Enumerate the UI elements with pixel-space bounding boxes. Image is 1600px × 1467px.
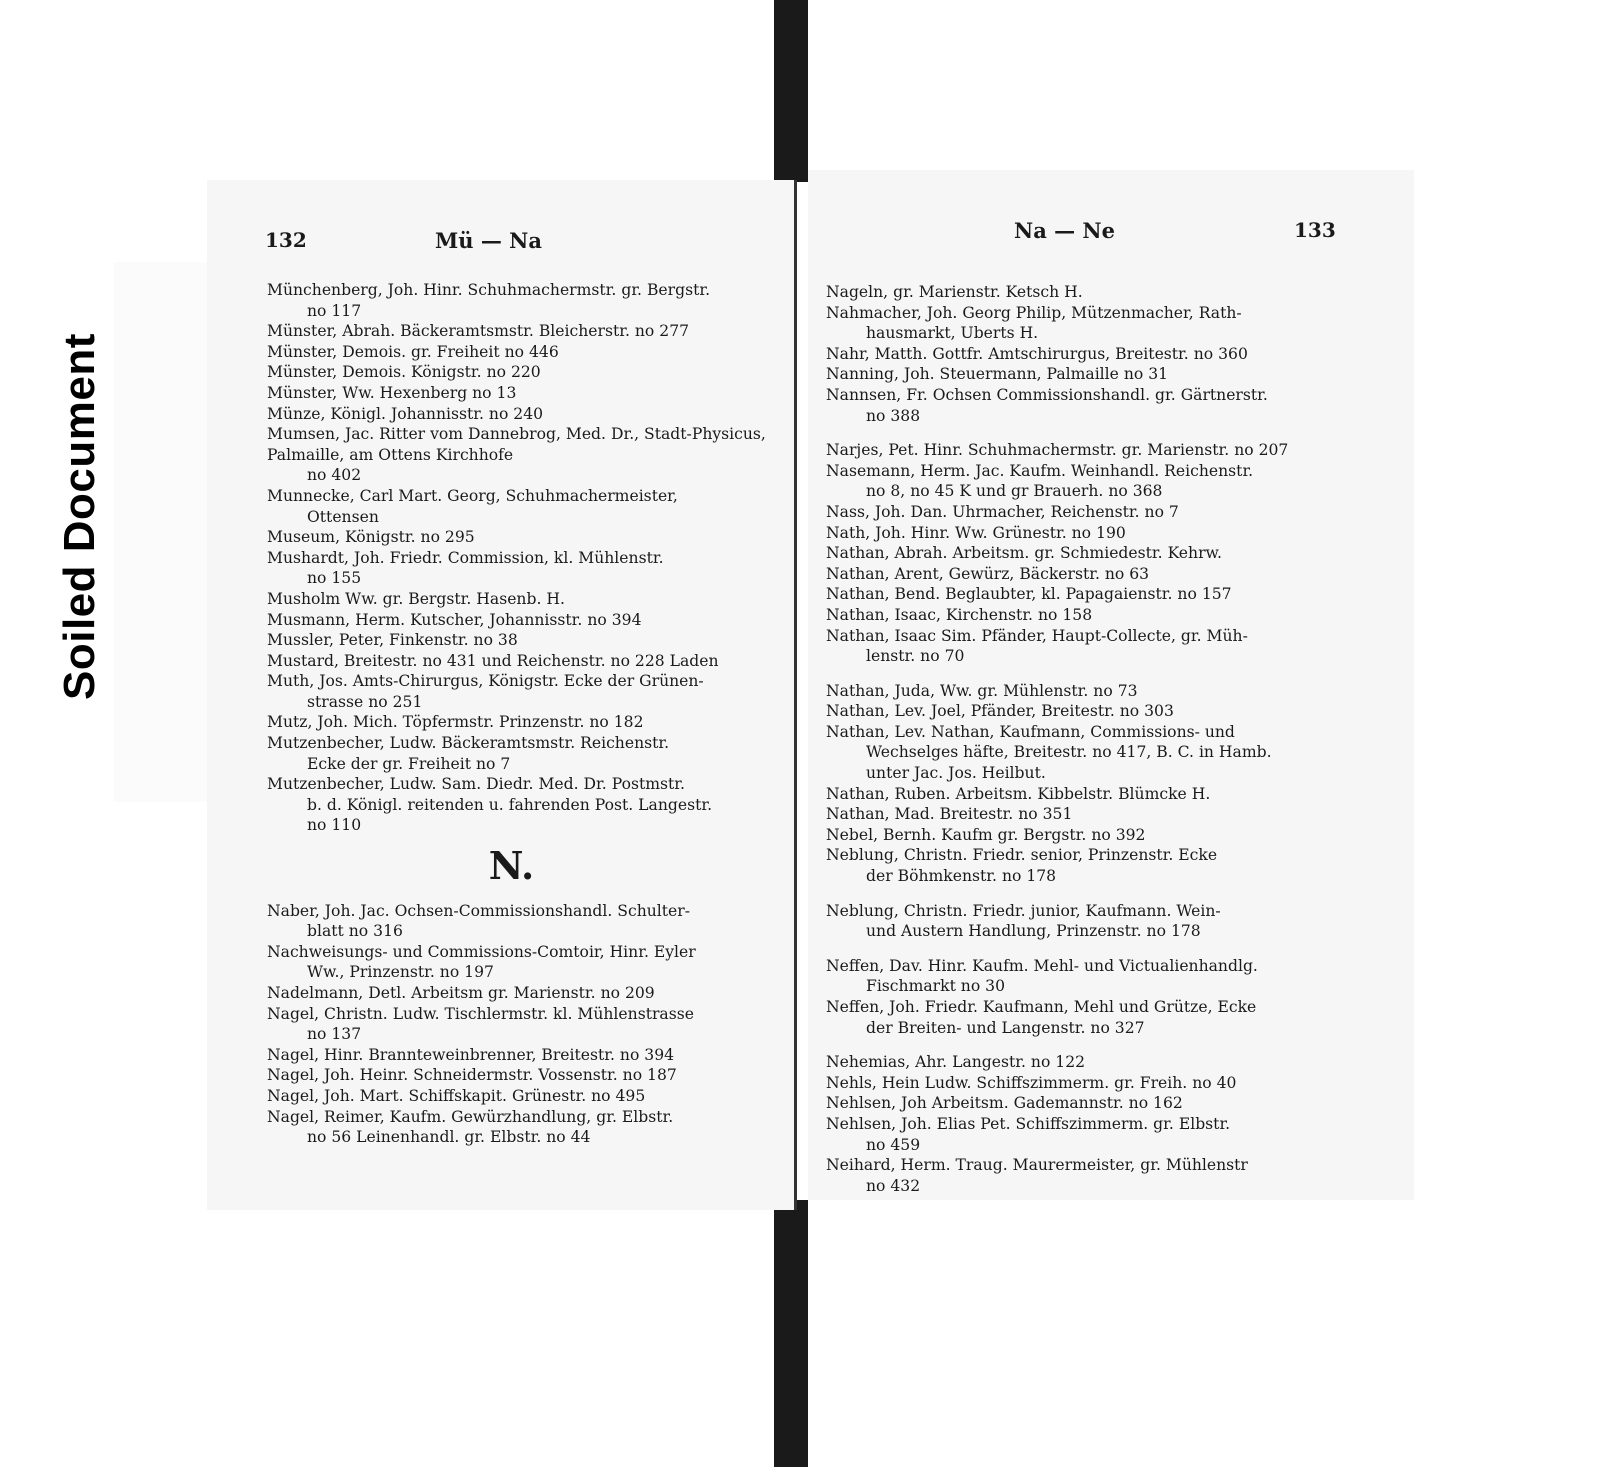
left-page <box>207 180 797 1210</box>
right-page-number: 133 <box>1294 218 1336 242</box>
entry-line: Mutzenbecher, Ludw. Sam. Diedr. Med. Dr. Postmstr. <box>267 775 685 794</box>
entry-line: Nath, Joh. Hinr. Ww. Grünestr. no 190 <box>826 523 1126 542</box>
directory-entry <box>267 1004 776 1045</box>
entry-line: Neblung, Christn. Friedr. junior, Kaufmann. Wein- <box>826 901 1221 920</box>
entry-line: Nathan, Isaac Sim. Pfänder, Haupt-Collecte, gr. Müh- <box>826 626 1248 645</box>
directory-entry <box>267 651 776 672</box>
directory-entry <box>826 385 1384 426</box>
directory-entry <box>826 605 1384 626</box>
directory-entry <box>267 1045 776 1066</box>
entry-line: Nathan, Isaac, Kirchenstr. no 158 <box>826 605 1093 624</box>
directory-entry <box>826 282 1384 303</box>
entry-continuation: Ww., Prinzenstr. no 197 <box>307 963 494 982</box>
entry-line: Nass, Joh. Dan. Uhrmacher, Reichenstr. no 7 <box>826 502 1179 521</box>
entry-line: Münze, Königl. Johannisstr. no 240 <box>267 404 544 423</box>
entries-after-section <box>267 901 776 1148</box>
right-entries <box>826 282 1384 1196</box>
directory-entry <box>826 364 1384 385</box>
entry-line: Nathan, Ruben. Arbeitsm. Kibbelstr. Blümcke H. <box>826 784 1211 803</box>
entry-line: Münster, Abrah. Bäckeramtsmstr. Bleicherstr. no 277 <box>267 322 690 341</box>
directory-entry <box>267 424 776 486</box>
directory-entry <box>826 1093 1384 1114</box>
entry-line: Mushardt, Joh. Friedr. Commission, kl. Mühlenstr. <box>267 548 664 567</box>
directory-entry <box>267 774 776 836</box>
directory-entry <box>826 825 1384 846</box>
entry-line: Nathan, Mad. Breitestr. no 351 <box>826 805 1073 824</box>
entry-continuation: no 459 <box>866 1135 921 1154</box>
directory-entry <box>826 1073 1384 1094</box>
entry-continuation: b. d. Königl. reitenden u. fahrenden Post. Langestr. <box>307 795 713 814</box>
entry-line: Neffen, Joh. Friedr. Kaufmann, Mehl und Grütze, Ecke <box>826 998 1257 1016</box>
directory-entry <box>826 901 1384 942</box>
directory-entry <box>267 671 776 712</box>
directory-entry <box>826 701 1384 722</box>
section-letter: N. <box>488 843 535 889</box>
directory-entry <box>826 523 1384 544</box>
entry-line: Nathan, Lev. Nathan, Kaufmann, Commissions- und <box>826 722 1235 741</box>
directory-entry <box>267 383 776 404</box>
directory-entry <box>267 280 776 321</box>
entry-line: Nannsen, Fr. Ochsen Commissionshandl. gr. Gärtnerstr. <box>826 385 1268 404</box>
entry-line: Mussler, Peter, Finkenstr. no 38 <box>267 631 518 650</box>
entry-continuation: hausmarkt, Uberts H. <box>866 324 1039 343</box>
entry-continuation: no 110 <box>307 816 362 835</box>
entry-continuation: no 8, no 45 K und gr Brauerh. no 368 <box>866 482 1163 501</box>
directory-entry <box>826 956 1384 997</box>
soiled-document-stamp: Soiled Document <box>55 333 104 700</box>
entry-line: Mutz, Joh. Mich. Töpfermstr. Prinzenstr. no 182 <box>267 713 644 732</box>
entry-line: Mustard, Breitestr. no 431 und Reichenstr. no 228 Laden <box>267 651 719 670</box>
entry-line: Nebel, Bernh. Kaufm gr. Bergstr. no 392 <box>826 825 1146 844</box>
entry-line: Nathan, Bend. Beglaubter, kl. Papagaienstr. no 157 <box>826 585 1232 604</box>
entry-line: Münchenberg, Joh. Hinr. Schuhmachermstr. gr. Bergstr. <box>267 281 711 299</box>
directory-entry <box>826 626 1384 667</box>
directory-entry <box>267 1065 776 1086</box>
left-page-number: 132 <box>265 228 307 252</box>
entry-continuation: unter Jac. Jos. Heilbut. <box>866 764 1046 783</box>
entries-before-section <box>267 280 776 836</box>
directory-entry <box>267 589 776 610</box>
entry-line: Nehemias, Ahr. Langestr. no 122 <box>826 1053 1086 1072</box>
directory-entry <box>826 344 1384 365</box>
entry-line: Nehlsen, Joh Arbeitsm. Gademannstr. no 162 <box>826 1094 1183 1113</box>
entry-continuation: Ottensen <box>307 507 379 526</box>
entry-line: Munnecke, Carl Mart. Georg, Schuhmachermeister, <box>267 486 678 505</box>
entry-line: Nanning, Joh. Steuermann, Palmaille no 31 <box>826 365 1169 384</box>
directory-entry <box>826 543 1384 564</box>
entry-line: Nasemann, Herm. Jac. Kaufm. Weinhandl. Reichenstr. <box>826 461 1254 480</box>
entry-continuation: no 117 <box>307 301 362 320</box>
directory-entry <box>826 461 1384 502</box>
entry-line: Neffen, Dav. Hinr. Kaufm. Mehl- und Victualienhandlg. <box>826 956 1258 975</box>
entry-line: Nadelmann, Detl. Arbeitsm gr. Marienstr. no 209 <box>267 984 655 1002</box>
directory-entry <box>826 784 1384 805</box>
directory-entry <box>267 362 776 383</box>
entry-line: Nahmacher, Joh. Georg Philip, Mützenmacher, Rath- <box>826 303 1242 322</box>
entry-line: Nagel, Christn. Ludw. Tischlermstr. kl. Mühlenstrasse <box>267 1004 694 1023</box>
directory-entry <box>267 321 776 342</box>
entry-continuation: no 137 <box>307 1025 362 1044</box>
entry-line: Nagel, Joh. Heinr. Schneidermstr. Vossenstr. no 187 <box>267 1066 677 1085</box>
entry-line: Nahr, Matth. Gottfr. Amtschirurgus, Breitestr. no 360 <box>826 344 1248 363</box>
entry-line: Münster, Demois. Königstr. no 220 <box>267 363 541 382</box>
directory-entry <box>826 303 1384 344</box>
entry-continuation: und Austern Handlung, Prinzenstr. no 178 <box>866 922 1201 941</box>
directory-entry <box>267 342 776 363</box>
entry-line: Musholm Ww. gr. Bergstr. Hasenb. H. <box>267 589 565 608</box>
directory-entry <box>267 404 776 425</box>
entry-line: Nehls, Hein Ludw. Schiffszimmerm. gr. Freih. no 40 <box>826 1073 1237 1092</box>
entry-line: Narjes, Pet. Hinr. Schuhmachermstr. gr. Marienstr. no 207 <box>826 441 1289 460</box>
right-page-range: Na — Ne <box>1014 218 1115 243</box>
entry-line: Mutzenbecher, Ludw. Bäckeramtsmstr. Reichenstr. <box>267 734 670 753</box>
directory-entry <box>826 502 1384 523</box>
entry-continuation: no 155 <box>307 569 362 588</box>
right-page-header <box>808 218 1414 248</box>
directory-entry <box>267 942 776 983</box>
directory-entry <box>826 722 1384 784</box>
right-entry-list <box>826 282 1384 1196</box>
entry-continuation: Wechselges häfte, Breitestr. no 417, B. C. in Hamb. <box>866 743 1272 762</box>
entry-line: Nageln, gr. Marienstr. Ketsch H. <box>826 283 1083 301</box>
entry-continuation: der Böhmkenstr. no 178 <box>866 867 1057 886</box>
entry-line: Münster, Demois. gr. Freiheit no 446 <box>267 342 559 361</box>
entry-line: Nathan, Arent, Gewürz, Bäckerstr. no 63 <box>826 564 1150 583</box>
directory-entry <box>826 845 1384 886</box>
directory-entry <box>267 527 776 548</box>
directory-entry <box>826 564 1384 585</box>
entry-continuation: Fischmarkt no 30 <box>866 977 1006 996</box>
entry-line: Nachweisungs- und Commissions-Comtoir, Hinr. Eyler <box>267 942 696 961</box>
entry-line: Muth, Jos. Amts-Chirurgus, Königstr. Ecke der Grünen- <box>267 672 704 691</box>
entry-line: Nagel, Joh. Mart. Schiffskapit. Grünestr. no 495 <box>267 1086 646 1105</box>
entry-line: Nathan, Juda, Ww. gr. Mühlenstr. no 73 <box>826 681 1138 700</box>
entry-line: Museum, Königstr. no 295 <box>267 528 475 547</box>
entry-line: Neihard, Herm. Traug. Maurermeister, gr. Mühlenstr <box>826 1156 1248 1175</box>
entry-continuation: no 402 <box>307 466 362 485</box>
directory-entry <box>826 1114 1384 1155</box>
entry-line: Nehlsen, Joh. Elias Pet. Schiffszimmerm. gr. Elbstr. <box>826 1114 1231 1133</box>
directory-entry <box>267 486 776 527</box>
entry-line: Nagel, Hinr. Brannteweinbrenner, Breitestr. no 394 <box>267 1045 675 1064</box>
entry-continuation: no 388 <box>866 406 921 425</box>
directory-entry <box>267 733 776 774</box>
directory-entry <box>267 901 776 942</box>
left-entries <box>267 280 776 1148</box>
stamp-strip <box>114 262 210 802</box>
directory-entry <box>267 630 776 651</box>
entry-continuation: Ecke der gr. Freiheit no 7 <box>307 754 511 773</box>
directory-entry <box>267 1086 776 1107</box>
directory-entry <box>826 804 1384 825</box>
entry-line: Nathan, Lev. Joel, Pfänder, Breitestr. no 303 <box>826 702 1174 721</box>
entry-continuation: der Breiten- und Langenstr. no 327 <box>866 1018 1145 1037</box>
entry-continuation: no 56 Leinenhandl. gr. Elbstr. no 44 <box>307 1128 591 1147</box>
left-page-header <box>207 228 794 258</box>
binding-clip-top <box>774 0 808 182</box>
directory-entry <box>826 440 1384 461</box>
entry-line: Naber, Joh. Jac. Ochsen-Commissionshandl. Schulter- <box>267 901 690 920</box>
right-page <box>808 170 1414 1200</box>
entry-line: Münster, Ww. Hexenberg no 13 <box>267 383 517 402</box>
directory-entry <box>826 997 1384 1038</box>
directory-entry <box>826 584 1384 605</box>
entry-line: Mumsen, Jac. Ritter vom Dannebrog, Med. Dr., Stadt-Physicus, Palmaille, am Ottens Kirchhofe <box>267 425 766 464</box>
directory-entry <box>267 983 776 1004</box>
left-page-range: Mü — Na <box>435 228 542 253</box>
entry-line: Musmann, Herm. Kutscher, Johannisstr. no 394 <box>267 610 642 629</box>
binding-clip-bottom <box>774 1200 808 1467</box>
entry-continuation: blatt no 316 <box>307 922 403 941</box>
entry-continuation: lenstr. no 70 <box>866 647 965 666</box>
entry-line: Nathan, Abrah. Arbeitsm. gr. Schmiedestr. Kehrw. <box>826 544 1222 563</box>
entry-continuation: strasse no 251 <box>307 692 423 711</box>
directory-entry <box>826 681 1384 702</box>
directory-entry <box>826 1155 1384 1196</box>
entry-continuation: no 432 <box>866 1176 921 1195</box>
directory-entry <box>267 712 776 733</box>
entry-line: Nagel, Reimer, Kaufm. Gewürzhandlung, gr. Elbstr. <box>267 1107 674 1126</box>
directory-entry <box>267 548 776 589</box>
directory-entry <box>267 1107 776 1148</box>
directory-entry <box>826 1052 1384 1073</box>
directory-entry <box>267 610 776 631</box>
entry-line: Neblung, Christn. Friedr. senior, Prinzenstr. Ecke <box>826 846 1218 865</box>
